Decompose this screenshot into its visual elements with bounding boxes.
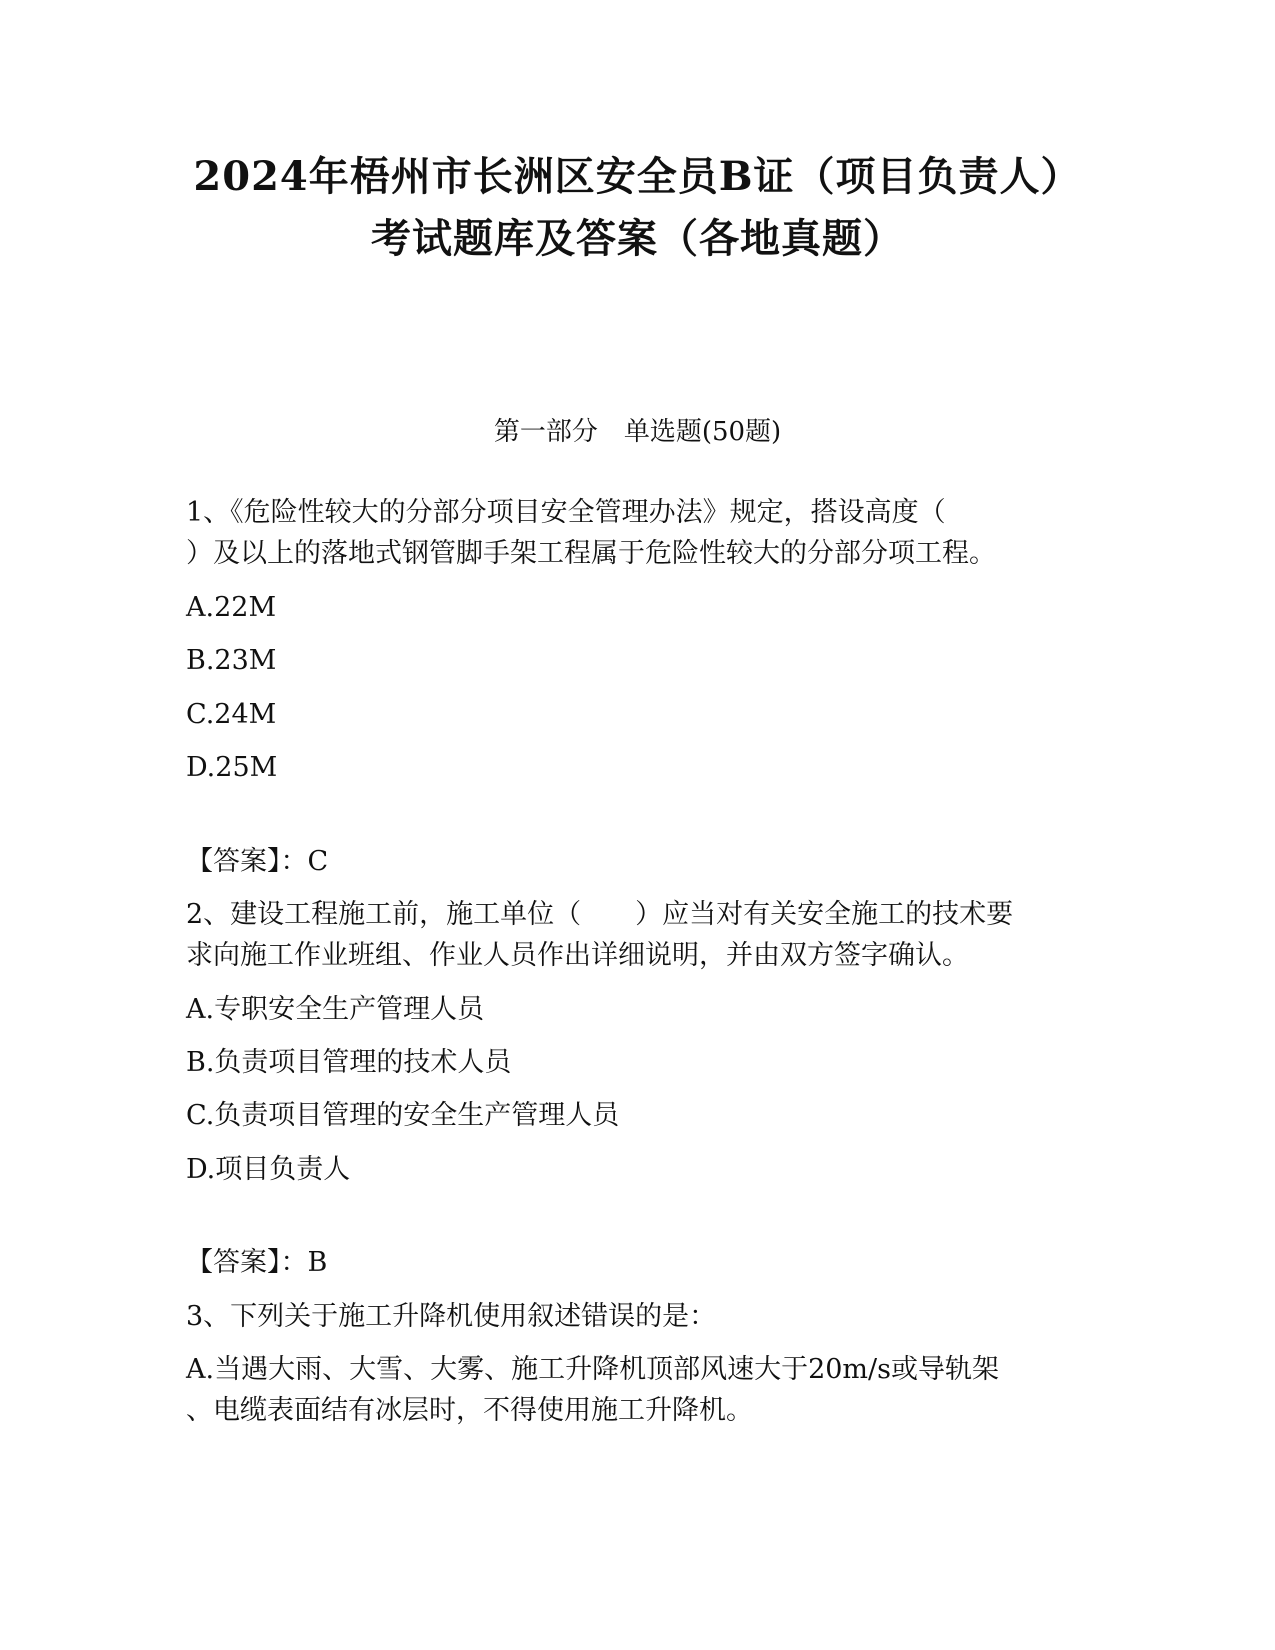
question-2-stem-line1: 2、建设工程施工前，施工单位（ ）应当对有关安全施工的技术要 <box>186 899 1014 930</box>
document-title-line2: 考试题库及答案（各地真题） <box>371 215 904 262</box>
question-1-answer: 【答案】：C <box>186 846 329 877</box>
question-3-option-a-line1: A.当遇大雨、大雪、大雾、施工升降机顶部风速大于20m/s或导轨架 <box>186 1354 999 1385</box>
question-2-option-c: C.负责项目管理的安全生产管理人员 <box>186 1100 620 1131</box>
document-title-line1: 2024年梧州市长洲区安全员B证（项目负责人） <box>193 153 1082 200</box>
question-1-option-c: C.24M <box>186 699 277 730</box>
question-1-option-d: D.25M <box>186 752 278 783</box>
question-2-option-a: A.专职安全生产管理人员 <box>186 994 485 1025</box>
question-2-option-d: D.项目负责人 <box>186 1154 351 1185</box>
question-3-stem: 3、下列关于施工升降机使用叙述错误的是： <box>186 1301 717 1332</box>
question-1-option-a: A.22M <box>186 592 277 623</box>
question-3-option-a-line2: 、电缆表面结有冰层时，不得使用施工升降机。 <box>186 1395 753 1426</box>
question-1-stem-line2: ）及以上的落地式钢管脚手架工程属于危险性较大的分部分项工程。 <box>186 538 996 569</box>
question-2-option-b: B.负责项目管理的技术人员 <box>186 1047 512 1078</box>
section-heading: 第一部分 单选题(50题) <box>493 417 782 447</box>
question-2-answer: 【答案】：B <box>186 1247 328 1278</box>
question-1-option-b: B.23M <box>186 645 277 676</box>
question-1-stem-line1: 1、《危险性较大的分部分项目安全管理办法》规定，搭设高度（ <box>186 497 946 528</box>
question-2-stem-line2: 求向施工作业班组、作业人员作出详细说明，并由双方签字确认。 <box>186 940 969 971</box>
